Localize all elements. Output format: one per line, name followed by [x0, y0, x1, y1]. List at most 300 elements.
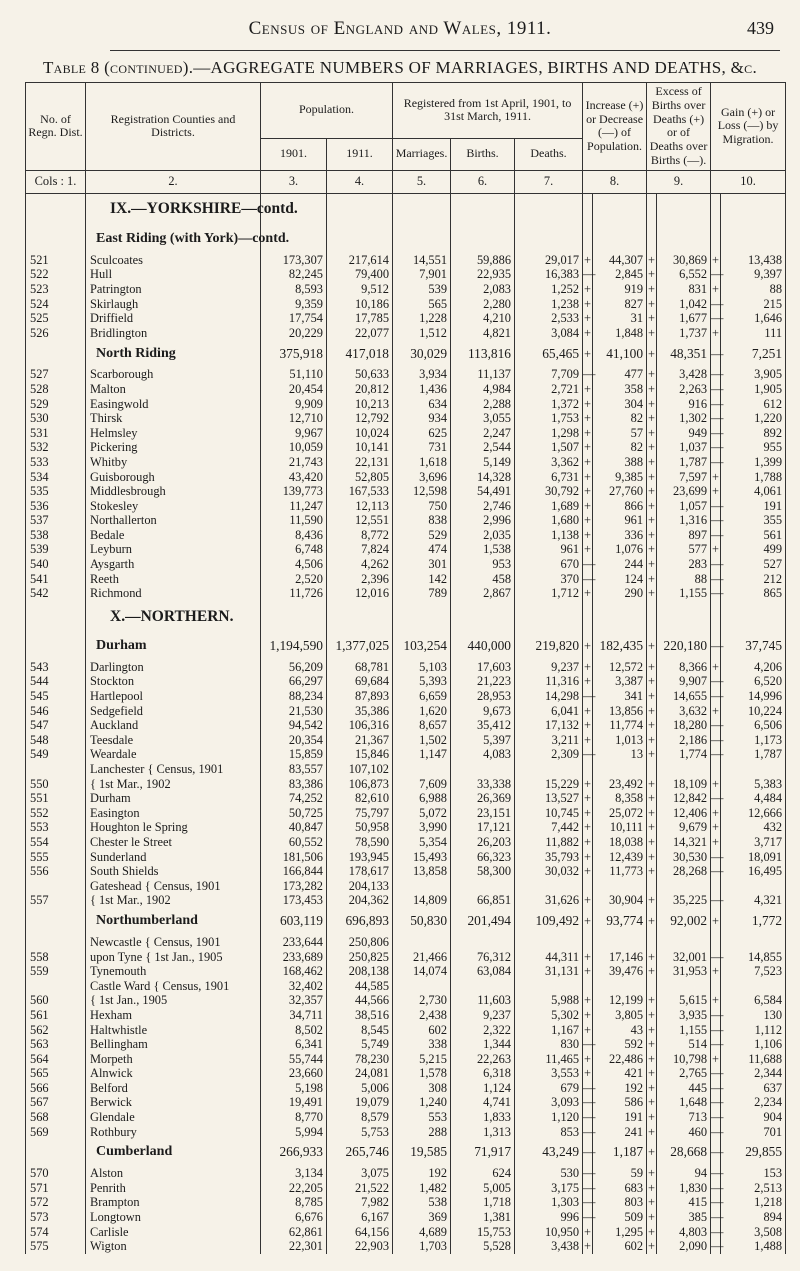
marriages: [393, 979, 451, 994]
deaths: 1,238: [515, 297, 583, 312]
gain-value: 955: [721, 440, 786, 455]
increase-sign: +: [584, 1239, 592, 1254]
header-marriages: Marriages.: [393, 138, 451, 170]
increase-sign: +: [584, 820, 592, 835]
deaths: 1,689: [515, 499, 583, 514]
births: 35,412: [451, 718, 515, 733]
population-1901: 88,234: [261, 689, 327, 704]
excess-sign: +: [648, 267, 656, 282]
gain-sign: —: [711, 1224, 724, 1239]
increase-value: 13,856: [593, 704, 647, 719]
gain-sign: +: [712, 964, 720, 979]
regn-no: 521: [26, 253, 86, 268]
district-row: [26, 1125, 786, 1140]
regn-no: 560: [26, 993, 86, 1008]
col-number: 9.: [647, 170, 711, 193]
increase-sign: +: [583, 633, 593, 660]
marriages: 6,988: [393, 791, 451, 806]
deaths: 43,249: [515, 1139, 583, 1166]
gain-sign: —: [711, 586, 724, 601]
marriages: 4,689: [393, 1225, 451, 1240]
increase-sign: +: [584, 325, 592, 340]
population-1901: 8,502: [261, 1023, 327, 1038]
district-row: [26, 1195, 786, 1210]
district-row: [26, 718, 786, 733]
births: 17,121: [451, 820, 515, 835]
gain-sign: —: [711, 498, 724, 513]
excess-value: 14,655: [657, 689, 711, 704]
marriages: 731: [393, 440, 451, 455]
gain-value: 1,106: [721, 1037, 786, 1052]
district-name: Durham: [86, 791, 261, 806]
population-1901: 51,110: [261, 367, 327, 382]
excess-sign: +: [648, 993, 656, 1008]
regn-no: 565: [26, 1066, 86, 1081]
district-row: [26, 470, 786, 485]
marriages: 5,072: [393, 806, 451, 821]
deaths: 1,298: [515, 426, 583, 441]
increase-sign: +: [584, 1022, 592, 1037]
population-1911: 22,077: [327, 326, 393, 341]
excess-value: 283: [657, 557, 711, 572]
increase-sign: [583, 226, 593, 253]
gain-sign: —: [711, 718, 724, 733]
increase-sign: +: [584, 659, 592, 674]
deaths: 31,131: [515, 964, 583, 979]
increase-value: [593, 935, 647, 950]
population-1911: 8,772: [327, 528, 393, 543]
district-name: Carlisle: [86, 1225, 261, 1240]
gain-value: 29,855: [721, 1139, 786, 1166]
increase-value: 12,199: [593, 993, 647, 1008]
increase-sign: +: [584, 454, 592, 469]
marriages: 1,147: [393, 747, 451, 762]
excess-value: 35,225: [657, 893, 711, 908]
population-1911: 5,006: [327, 1081, 393, 1096]
population-1901: 12,710: [261, 411, 327, 426]
deaths: 1,372: [515, 397, 583, 412]
population-1901: 50,725: [261, 806, 327, 821]
increase-sign: +: [584, 542, 592, 557]
increase-sign: —: [583, 1210, 596, 1225]
births: 1,344: [451, 1037, 515, 1052]
marriages: 1,240: [393, 1095, 451, 1110]
excess-value: 28,268: [657, 864, 711, 879]
population-1901: 8,436: [261, 528, 327, 543]
gain-value: 6,520: [721, 674, 786, 689]
increase-value: 41,100: [593, 340, 647, 367]
district-row: [26, 820, 786, 835]
excess-sign: +: [648, 732, 656, 747]
gain-sign: [711, 935, 721, 950]
district-name: Berwick: [86, 1095, 261, 1110]
increase-sign: +: [584, 834, 592, 849]
population-1901: 22,301: [261, 1239, 327, 1254]
district-row: [26, 411, 786, 426]
gain-value: 37,745: [721, 633, 786, 660]
births: 2,247: [451, 426, 515, 441]
district-name: South Shields: [86, 864, 261, 879]
excess-value: 1,057: [657, 499, 711, 514]
increase-value: 336: [593, 528, 647, 543]
deaths: 15,229: [515, 777, 583, 792]
gain-sign: +: [712, 834, 720, 849]
district-name: Helmsley: [86, 426, 261, 441]
marriages: 1,703: [393, 1239, 451, 1254]
gain-value: 88: [721, 282, 786, 297]
population-1911: 8,579: [327, 1110, 393, 1125]
district-row: [26, 993, 786, 1008]
excess-value: 220,180: [657, 633, 711, 660]
district-name: Sculcoates: [86, 253, 261, 268]
marriages: 1,618: [393, 455, 451, 470]
population-1901: 83,557: [261, 762, 327, 777]
col-number-label: Cols : 1.: [26, 170, 86, 193]
marriages: 7,609: [393, 777, 451, 792]
county-total-row: [26, 1139, 786, 1166]
population-1911: 68,781: [327, 660, 393, 675]
births: 2,322: [451, 1023, 515, 1038]
excess-value: [657, 935, 711, 950]
district-row: [26, 542, 786, 557]
deaths: [515, 762, 583, 777]
district-name: Whitby: [86, 455, 261, 470]
population-1901: 11,247: [261, 499, 327, 514]
excess-value: 1,037: [657, 440, 711, 455]
marriages: 19,585: [393, 1139, 451, 1166]
deaths: 3,211: [515, 733, 583, 748]
regn-no: 526: [26, 326, 86, 341]
regn-no: 523: [26, 282, 86, 297]
population-1901: 173,282: [261, 879, 327, 894]
header-registered: Registered from 1st April, 1901, to 31st March, 1911.: [393, 83, 583, 139]
increase-value: 509: [593, 1210, 647, 1225]
district-row: [26, 791, 786, 806]
population-1901: 181,506: [261, 850, 327, 865]
marriages: 3,696: [393, 470, 451, 485]
population-1911: 50,958: [327, 820, 393, 835]
excess-value: 445: [657, 1081, 711, 1096]
gain-sign: —: [711, 340, 721, 367]
increase-value: 22,486: [593, 1052, 647, 1067]
district-name: Stockton: [86, 674, 261, 689]
increase-sign: [583, 879, 593, 894]
regn-no: 575: [26, 1239, 86, 1254]
district-name: Haltwhistle: [86, 1023, 261, 1038]
increase-value: [593, 979, 647, 994]
gain-sign: —: [711, 311, 724, 326]
gain-sign: —: [711, 396, 724, 411]
regn-no: 527: [26, 367, 86, 382]
gain-sign: —: [711, 367, 724, 382]
regn-no: 573: [26, 1210, 86, 1225]
increase-value: 244: [593, 557, 647, 572]
gain-value: 1,112: [721, 1023, 786, 1038]
district-row: [26, 426, 786, 441]
population-1911: 9,512: [327, 282, 393, 297]
section-heading: X.—NORTHERN.: [86, 601, 261, 633]
empty-cell: [327, 193, 393, 226]
population-1911: 12,113: [327, 499, 393, 514]
births: 5,397: [451, 733, 515, 748]
regn-no: 570: [26, 1166, 86, 1181]
population-1911: 22,903: [327, 1239, 393, 1254]
excess-value: 1,677: [657, 311, 711, 326]
population-1911: 10,213: [327, 397, 393, 412]
excess-sign: +: [647, 1139, 657, 1166]
population-1901: 94,542: [261, 718, 327, 733]
col-number: 5.: [393, 170, 451, 193]
regn-no: 551: [26, 791, 86, 806]
population-1901: 22,205: [261, 1181, 327, 1196]
births: 5,149: [451, 455, 515, 470]
district-name: Northallerton: [86, 513, 261, 528]
births: 66,323: [451, 850, 515, 865]
regn-no: 544: [26, 674, 86, 689]
population-1911: 106,873: [327, 777, 393, 792]
gain-value: 499: [721, 542, 786, 557]
increase-sign: +: [584, 718, 592, 733]
gain-value: 1,788: [721, 470, 786, 485]
deaths: 3,175: [515, 1181, 583, 1196]
marriages: 602: [393, 1023, 451, 1038]
excess-sign: +: [648, 1124, 656, 1139]
regn-no: 534: [26, 470, 86, 485]
population-1911: 7,982: [327, 1195, 393, 1210]
excess-value: 92,002: [657, 908, 711, 935]
births: [451, 226, 515, 253]
district-row: [26, 879, 786, 894]
population-1901: 4,506: [261, 557, 327, 572]
empty-cell: [451, 601, 515, 633]
increase-value: 27,760: [593, 484, 647, 499]
marriages: 2,730: [393, 993, 451, 1008]
marriages: [393, 226, 451, 253]
deaths: 10,950: [515, 1225, 583, 1240]
regn-no: 535: [26, 484, 86, 499]
excess-sign: +: [648, 586, 656, 601]
regn-no: [26, 908, 86, 935]
gain-sign: —: [711, 1095, 724, 1110]
excess-value: 831: [657, 282, 711, 297]
increase-value: 586: [593, 1095, 647, 1110]
gain-value: 6,584: [721, 993, 786, 1008]
marriages: 12,598: [393, 484, 451, 499]
gain-value: 14,855: [721, 950, 786, 965]
population-1901: 6,676: [261, 1210, 327, 1225]
births: 59,886: [451, 253, 515, 268]
population-1901: 11,726: [261, 586, 327, 601]
gain-value: 612: [721, 397, 786, 412]
increase-value: 803: [593, 1195, 647, 1210]
marriages: 1,620: [393, 704, 451, 719]
regn-no: 562: [26, 1023, 86, 1038]
empty-cell: [721, 193, 786, 226]
gain-value: 11,688: [721, 1052, 786, 1067]
excess-value: 949: [657, 426, 711, 441]
district-name: Middlesbrough: [86, 484, 261, 499]
marriages: 5,215: [393, 1052, 451, 1067]
district-row: [26, 1081, 786, 1096]
empty-cell: [393, 193, 451, 226]
gain-sign: —: [711, 571, 724, 586]
births: 113,816: [451, 340, 515, 367]
district-row: [26, 1052, 786, 1067]
gain-value: 432: [721, 820, 786, 835]
excess-sign: +: [648, 1066, 656, 1081]
deaths: 1,252: [515, 282, 583, 297]
empty-cell: [711, 601, 721, 633]
excess-sign: +: [648, 659, 656, 674]
district-name: Stokesley: [86, 499, 261, 514]
gain-sign: —: [711, 1195, 724, 1210]
regn-no: 545: [26, 689, 86, 704]
district-name: Durham: [86, 633, 261, 660]
marriages: 838: [393, 513, 451, 528]
district-row: [26, 1037, 786, 1052]
gain-sign: +: [712, 281, 720, 296]
increase-sign: +: [584, 440, 592, 455]
increase-sign: +: [584, 776, 592, 791]
marriages: 5,103: [393, 660, 451, 675]
gain-value: 191: [721, 499, 786, 514]
increase-value: 341: [593, 689, 647, 704]
excess-sign: +: [648, 1195, 656, 1210]
population-1911: 78,230: [327, 1052, 393, 1067]
increase-value: 11,773: [593, 864, 647, 879]
population-1901: 173,307: [261, 253, 327, 268]
district-row: [26, 850, 786, 865]
gain-value: 1,772: [721, 908, 786, 935]
births: 1,833: [451, 1110, 515, 1125]
births: 1,538: [451, 542, 515, 557]
district-name: Patrington: [86, 282, 261, 297]
gain-sign: —: [711, 1007, 724, 1022]
population-1911: 8,545: [327, 1023, 393, 1038]
gain-sign: +: [712, 469, 720, 484]
district-name: Penrith: [86, 1181, 261, 1196]
marriages: 2,438: [393, 1008, 451, 1023]
deaths: 530: [515, 1166, 583, 1181]
regn-no: 564: [26, 1052, 86, 1067]
district-name: Glendale: [86, 1110, 261, 1125]
increase-value: 192: [593, 1081, 647, 1096]
excess-sign: +: [648, 484, 656, 499]
gain-value: 904: [721, 1110, 786, 1125]
increase-sign: —: [583, 267, 596, 282]
population-1901: 17,754: [261, 311, 327, 326]
population-1901: 5,198: [261, 1081, 327, 1096]
empty-cell: [647, 193, 657, 226]
district-name: Bellingham: [86, 1037, 261, 1052]
population-1911: 44,585: [327, 979, 393, 994]
gain-value: 1,218: [721, 1195, 786, 1210]
district-name: Hexham: [86, 1008, 261, 1023]
excess-sign: +: [647, 908, 657, 935]
births: 1,124: [451, 1081, 515, 1096]
excess-value: 31,953: [657, 964, 711, 979]
deaths: 679: [515, 1081, 583, 1096]
marriages: 13,858: [393, 864, 451, 879]
population-1911: 15,846: [327, 747, 393, 762]
deaths: 109,492: [515, 908, 583, 935]
marriages: 1,512: [393, 326, 451, 341]
regn-no: 536: [26, 499, 86, 514]
births: 5,005: [451, 1181, 515, 1196]
regn-no: [26, 762, 86, 777]
regn-no: 525: [26, 311, 86, 326]
marriages: [393, 935, 451, 950]
deaths: 14,298: [515, 689, 583, 704]
district-row: [26, 704, 786, 719]
gain-value: 18,091: [721, 850, 786, 865]
district-row: [26, 572, 786, 587]
increase-value: 12,572: [593, 660, 647, 675]
empty-cell: [515, 193, 583, 226]
gain-value: 13,438: [721, 253, 786, 268]
marriages: 369: [393, 1210, 451, 1225]
district-name: Scarborough: [86, 367, 261, 382]
district-row: [26, 267, 786, 282]
increase-sign: +: [584, 864, 592, 879]
population-1911: 5,753: [327, 1125, 393, 1140]
deaths: 3,438: [515, 1239, 583, 1254]
births: 66,851: [451, 893, 515, 908]
marriages: 1,228: [393, 311, 451, 326]
increase-value: 866: [593, 499, 647, 514]
population-1901: 10,059: [261, 440, 327, 455]
empty-cell: [647, 601, 657, 633]
col-number: 10.: [711, 170, 786, 193]
deaths: 9,237: [515, 660, 583, 675]
increase-sign: +: [584, 469, 592, 484]
increase-value: 1,848: [593, 326, 647, 341]
regn-no: 529: [26, 397, 86, 412]
gain-sign: [711, 762, 721, 777]
excess-sign: +: [648, 849, 656, 864]
gain-sign: —: [711, 1166, 724, 1181]
excess-sign: +: [648, 252, 656, 267]
population-1911: 12,016: [327, 586, 393, 601]
district-name: Easington: [86, 806, 261, 821]
population-1901: 1,194,590: [261, 633, 327, 660]
increase-sign: —: [583, 1124, 596, 1139]
increase-sign: —: [583, 1095, 596, 1110]
population-1901: 21,530: [261, 704, 327, 719]
gain-value: 130: [721, 1008, 786, 1023]
marriages: 288: [393, 1125, 451, 1140]
excess-value: 4,803: [657, 1225, 711, 1240]
district-name: North Riding: [86, 340, 261, 367]
district-row: [26, 1225, 786, 1240]
district-name: Houghton le Spring: [86, 820, 261, 835]
marriages: 3,990: [393, 820, 451, 835]
excess-value: 385: [657, 1210, 711, 1225]
empty-cell: [583, 601, 593, 633]
births: 21,223: [451, 674, 515, 689]
increase-sign: +: [584, 1066, 592, 1081]
marriages: 1,482: [393, 1181, 451, 1196]
deaths: 10,745: [515, 806, 583, 821]
increase-value: [593, 879, 647, 894]
marriages: 15,493: [393, 850, 451, 865]
gain-value: 111: [721, 326, 786, 341]
district-name: Castle Ward { Census, 1901: [86, 979, 261, 994]
gain-sign: [711, 879, 721, 894]
excess-value: 94: [657, 1166, 711, 1181]
increase-value: 241: [593, 1125, 647, 1140]
births: 4,083: [451, 747, 515, 762]
